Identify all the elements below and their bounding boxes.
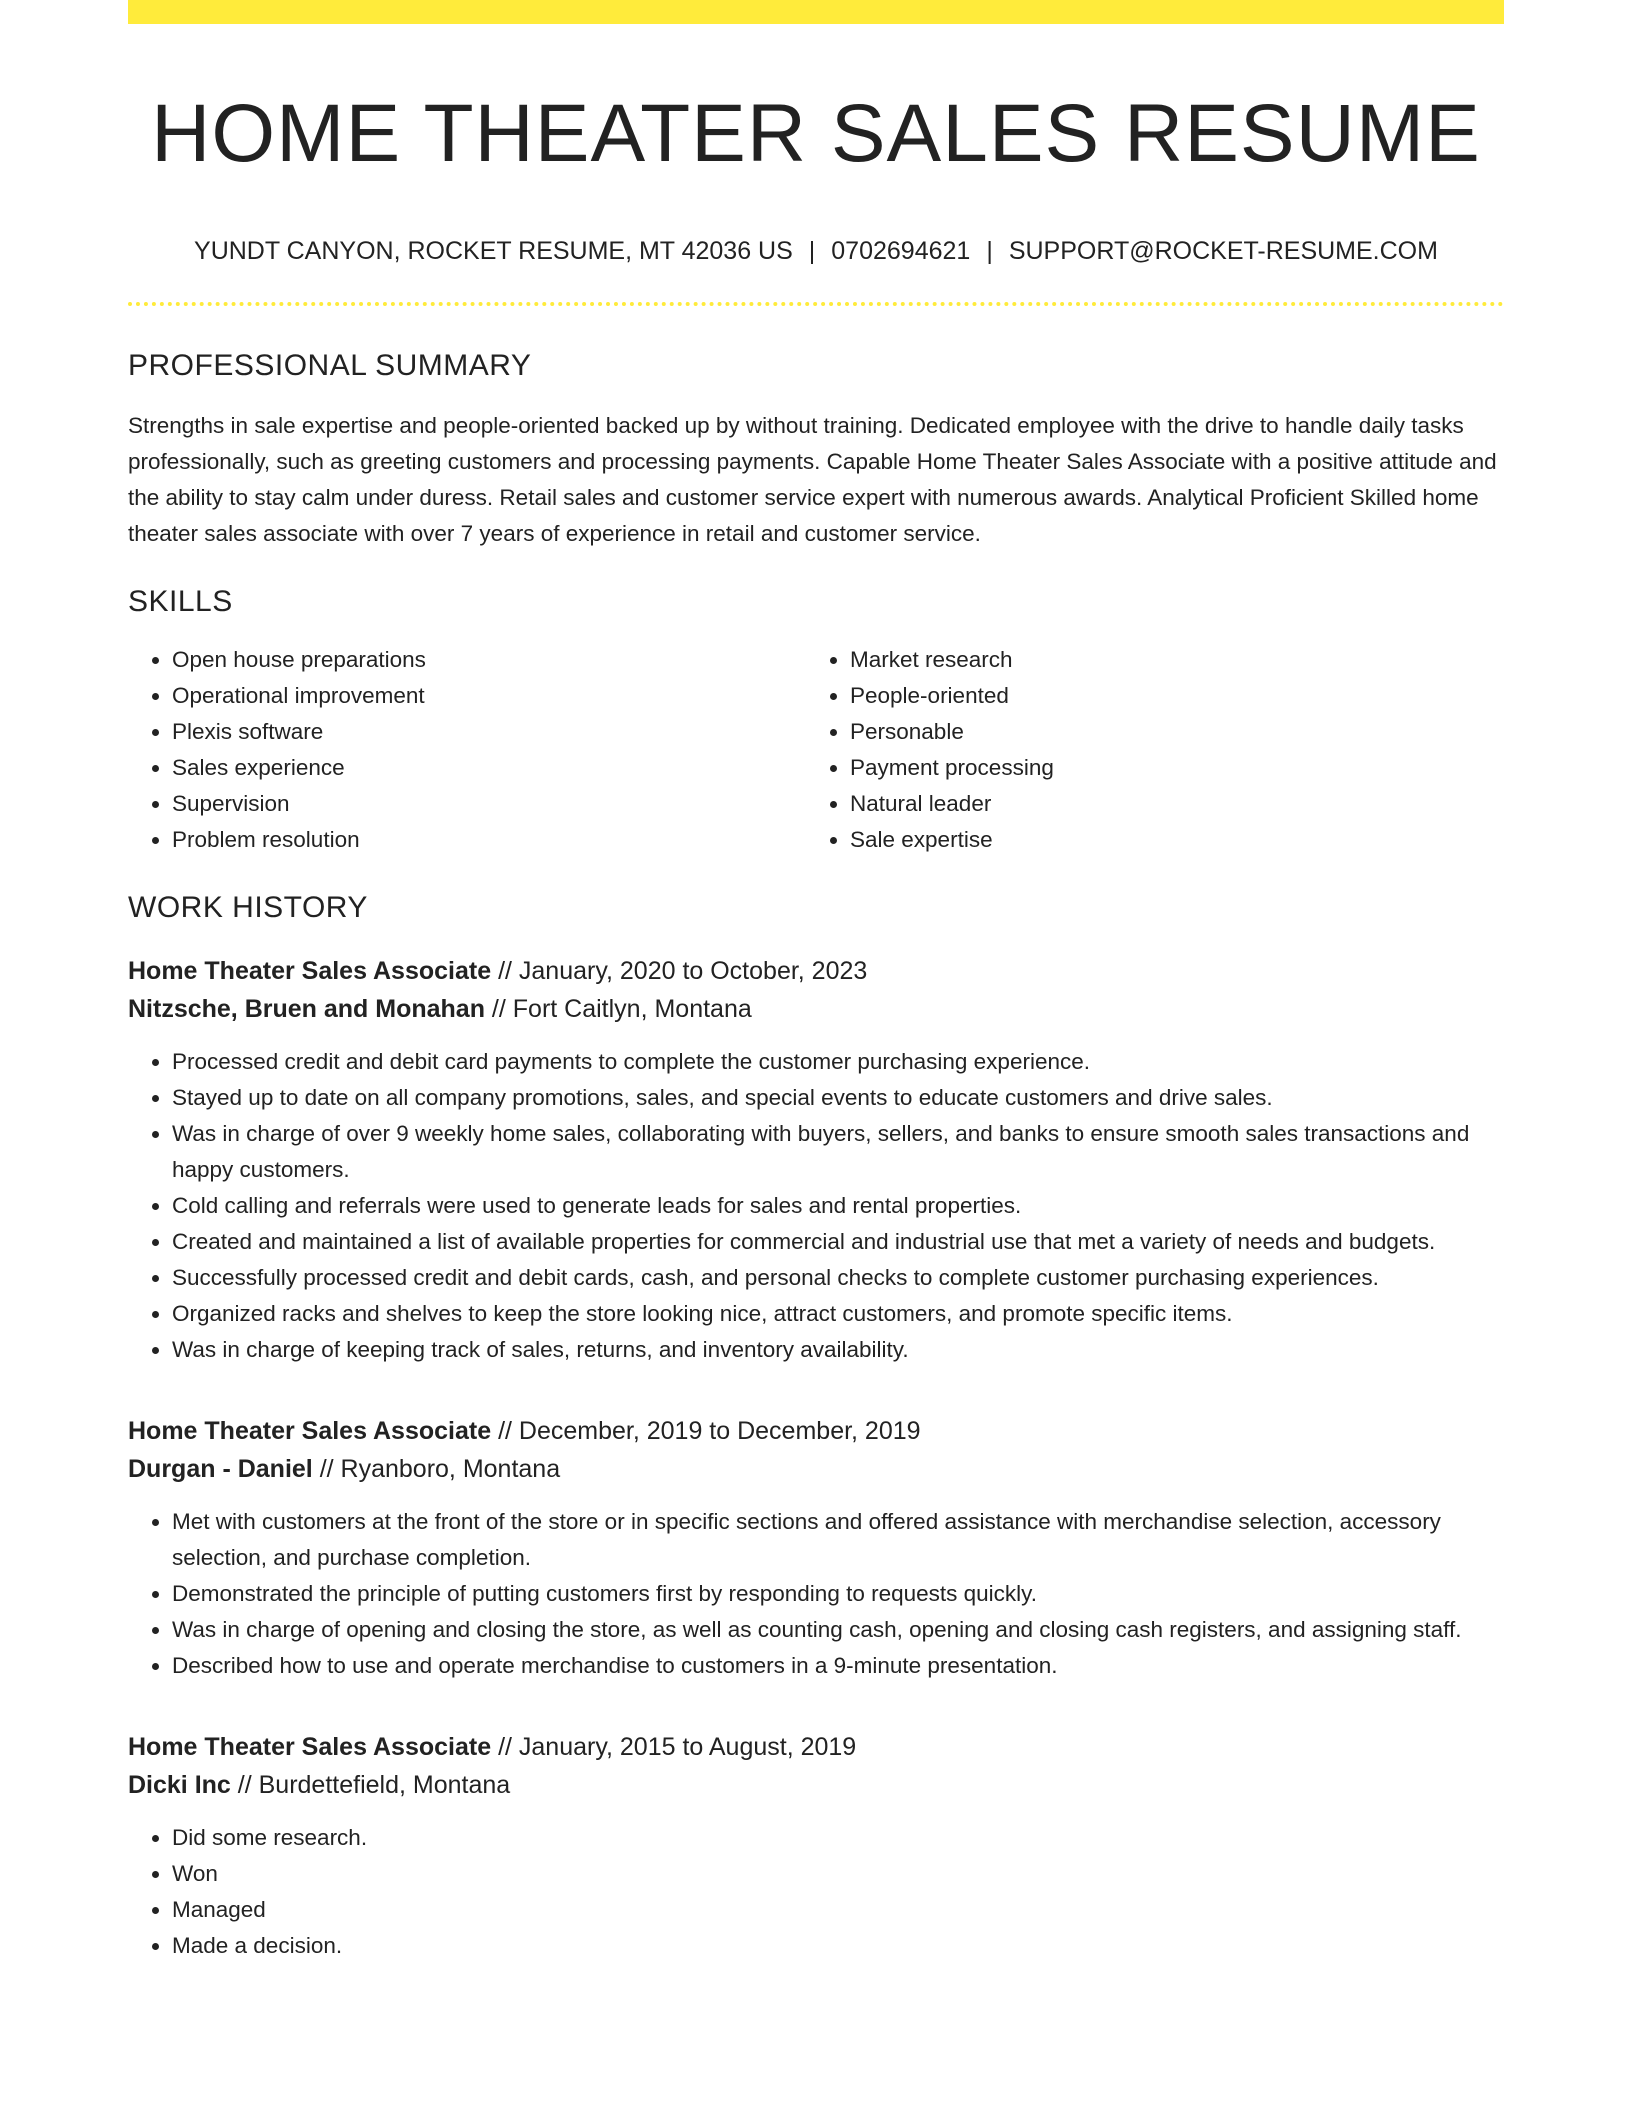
job-entry: [128, 1412, 1504, 1684]
contact-line: [128, 234, 1504, 268]
job-duty: • Successfully processed credit and debit cards, cash, and personal checks to complete customer purchasing experiences.: [172, 1260, 1504, 1296]
work-history-heading: WORK HISTORY: [128, 891, 368, 924]
job-title-line: [128, 1728, 1504, 1766]
job-dates: // January, 2015 to August, 2019: [491, 1733, 857, 1761]
job-entry: [128, 952, 1504, 1368]
job-entry: [128, 1728, 1504, 1964]
job-company-line: [128, 1766, 1504, 1804]
job-title: Home Theater Sales Associate: [128, 1417, 492, 1445]
skill-item: • Open house preparations: [172, 642, 806, 678]
contact-email: SUPPORT@ROCKET-RESUME.COM: [1008, 237, 1438, 265]
skill-item: • Natural leader: [850, 786, 1484, 822]
skill-item: • Plexis software: [172, 714, 806, 750]
job-dates: // December, 2019 to December, 2019: [491, 1417, 921, 1445]
contact-separator: |: [986, 237, 993, 265]
dotted-divider: [128, 302, 1504, 306]
job-title: Home Theater Sales Associate: [128, 1733, 492, 1761]
job-duty: • Was in charge of over 9 weekly home sales, collaborating with buyers, sellers, and banks to ensure smooth sales transactions and happy customers.: [172, 1116, 1504, 1188]
skill-item: • Personable: [850, 714, 1484, 750]
skills-grid: [128, 642, 1504, 858]
job-duty: • Cold calling and referrals were used to generate leads for sales and rental properties.: [172, 1188, 1504, 1224]
skills-heading: SKILLS: [128, 585, 233, 618]
job-duty: • Made a decision.: [172, 1928, 1504, 1964]
skill-item: • Problem resolution: [172, 822, 806, 858]
job-duty: • Managed: [172, 1892, 1504, 1928]
job-title: Home Theater Sales Associate: [128, 957, 492, 985]
contact-phone: 0702694621: [831, 237, 971, 265]
job-duty: • Did some research.: [172, 1820, 1504, 1856]
skill-item: • Sale expertise: [850, 822, 1484, 858]
contact-separator: |: [808, 237, 816, 265]
skills-column-right: [806, 642, 1484, 858]
job-location: // Fort Caitlyn, Montana: [484, 995, 752, 1023]
skill-item: • Supervision: [172, 786, 806, 822]
job-title-line: [128, 952, 1504, 990]
job-title-line: [128, 1412, 1504, 1450]
skill-item: • Payment processing: [850, 750, 1484, 786]
skill-item: • Operational improvement: [172, 678, 806, 714]
job-duty: • Described how to use and operate merchandise to customers in a 9-minute presentation.: [172, 1648, 1504, 1684]
job-dates: // January, 2020 to October, 2023: [491, 957, 868, 985]
job-duty: • Won: [172, 1856, 1504, 1892]
job-company: Durgan - Daniel: [128, 1455, 313, 1483]
job-duty: • Demonstrated the principle of putting customers first by responding to requests quickly.: [172, 1576, 1504, 1612]
skills-column-left: [128, 642, 806, 858]
skill-item: • Sales experience: [172, 750, 806, 786]
job-duty: • Stayed up to date on all company promotions, sales, and special events to educate customers and drive sales.: [172, 1080, 1504, 1116]
job-duty: • Met with customers at the front of the store or in specific sections and offered assistance with merchandise selection, accessory selection, and purchase completion.: [172, 1504, 1504, 1576]
job-duties: [128, 1044, 1504, 1368]
page-title: HOME THEATER SALES RESUME: [151, 88, 1481, 179]
job-duty: • Was in charge of opening and closing the store, as well as counting cash, opening and closing cash registers, and assigning staff.: [172, 1612, 1504, 1648]
job-duty: • Created and maintained a list of available properties for commercial and industrial use that met a variety of needs and budgets.: [172, 1224, 1504, 1260]
job-duty: • Processed credit and debit card payments to complete the customer purchasing experience.: [172, 1044, 1504, 1080]
job-duties: [128, 1820, 1504, 1964]
job-duty: • Was in charge of keeping track of sales, returns, and inventory availability.: [172, 1332, 1504, 1368]
resume-content: [128, 0, 1504, 1964]
summary-heading: PROFESSIONAL SUMMARY: [128, 349, 532, 382]
contact-address: YUNDT CANYON, ROCKET RESUME, MT 42036 US: [194, 237, 793, 265]
job-company-line: [128, 990, 1504, 1028]
summary-text: Strengths in sale expertise and people-oriented backed up by without training. Dedicated employee with the drive to handle daily tasks professionally, such as greeting customers and processing payments. Capable Home Theater Sales Associate with a positive attitude and the ability to stay calm under duress. Retail sales and customer service expert with numerous awards. Analytical Proficient Skilled home theater sales associate with over 7 years of experience in retail and customer service.: [128, 413, 1497, 546]
skill-item: • Market research: [850, 642, 1484, 678]
job-company: Nitzsche, Bruen and Monahan: [128, 995, 485, 1023]
job-duty: • Organized racks and shelves to keep the store looking nice, attract customers, and promote specific items.: [172, 1296, 1504, 1332]
job-duties: [128, 1504, 1504, 1684]
job-company-line: [128, 1450, 1504, 1488]
skill-item: • People-oriented: [850, 678, 1484, 714]
job-company: Dicki Inc: [128, 1771, 231, 1799]
accent-bar: [128, 0, 1504, 24]
job-location: // Ryanboro, Montana: [312, 1455, 561, 1483]
job-location: // Burdettefield, Montana: [230, 1771, 511, 1799]
